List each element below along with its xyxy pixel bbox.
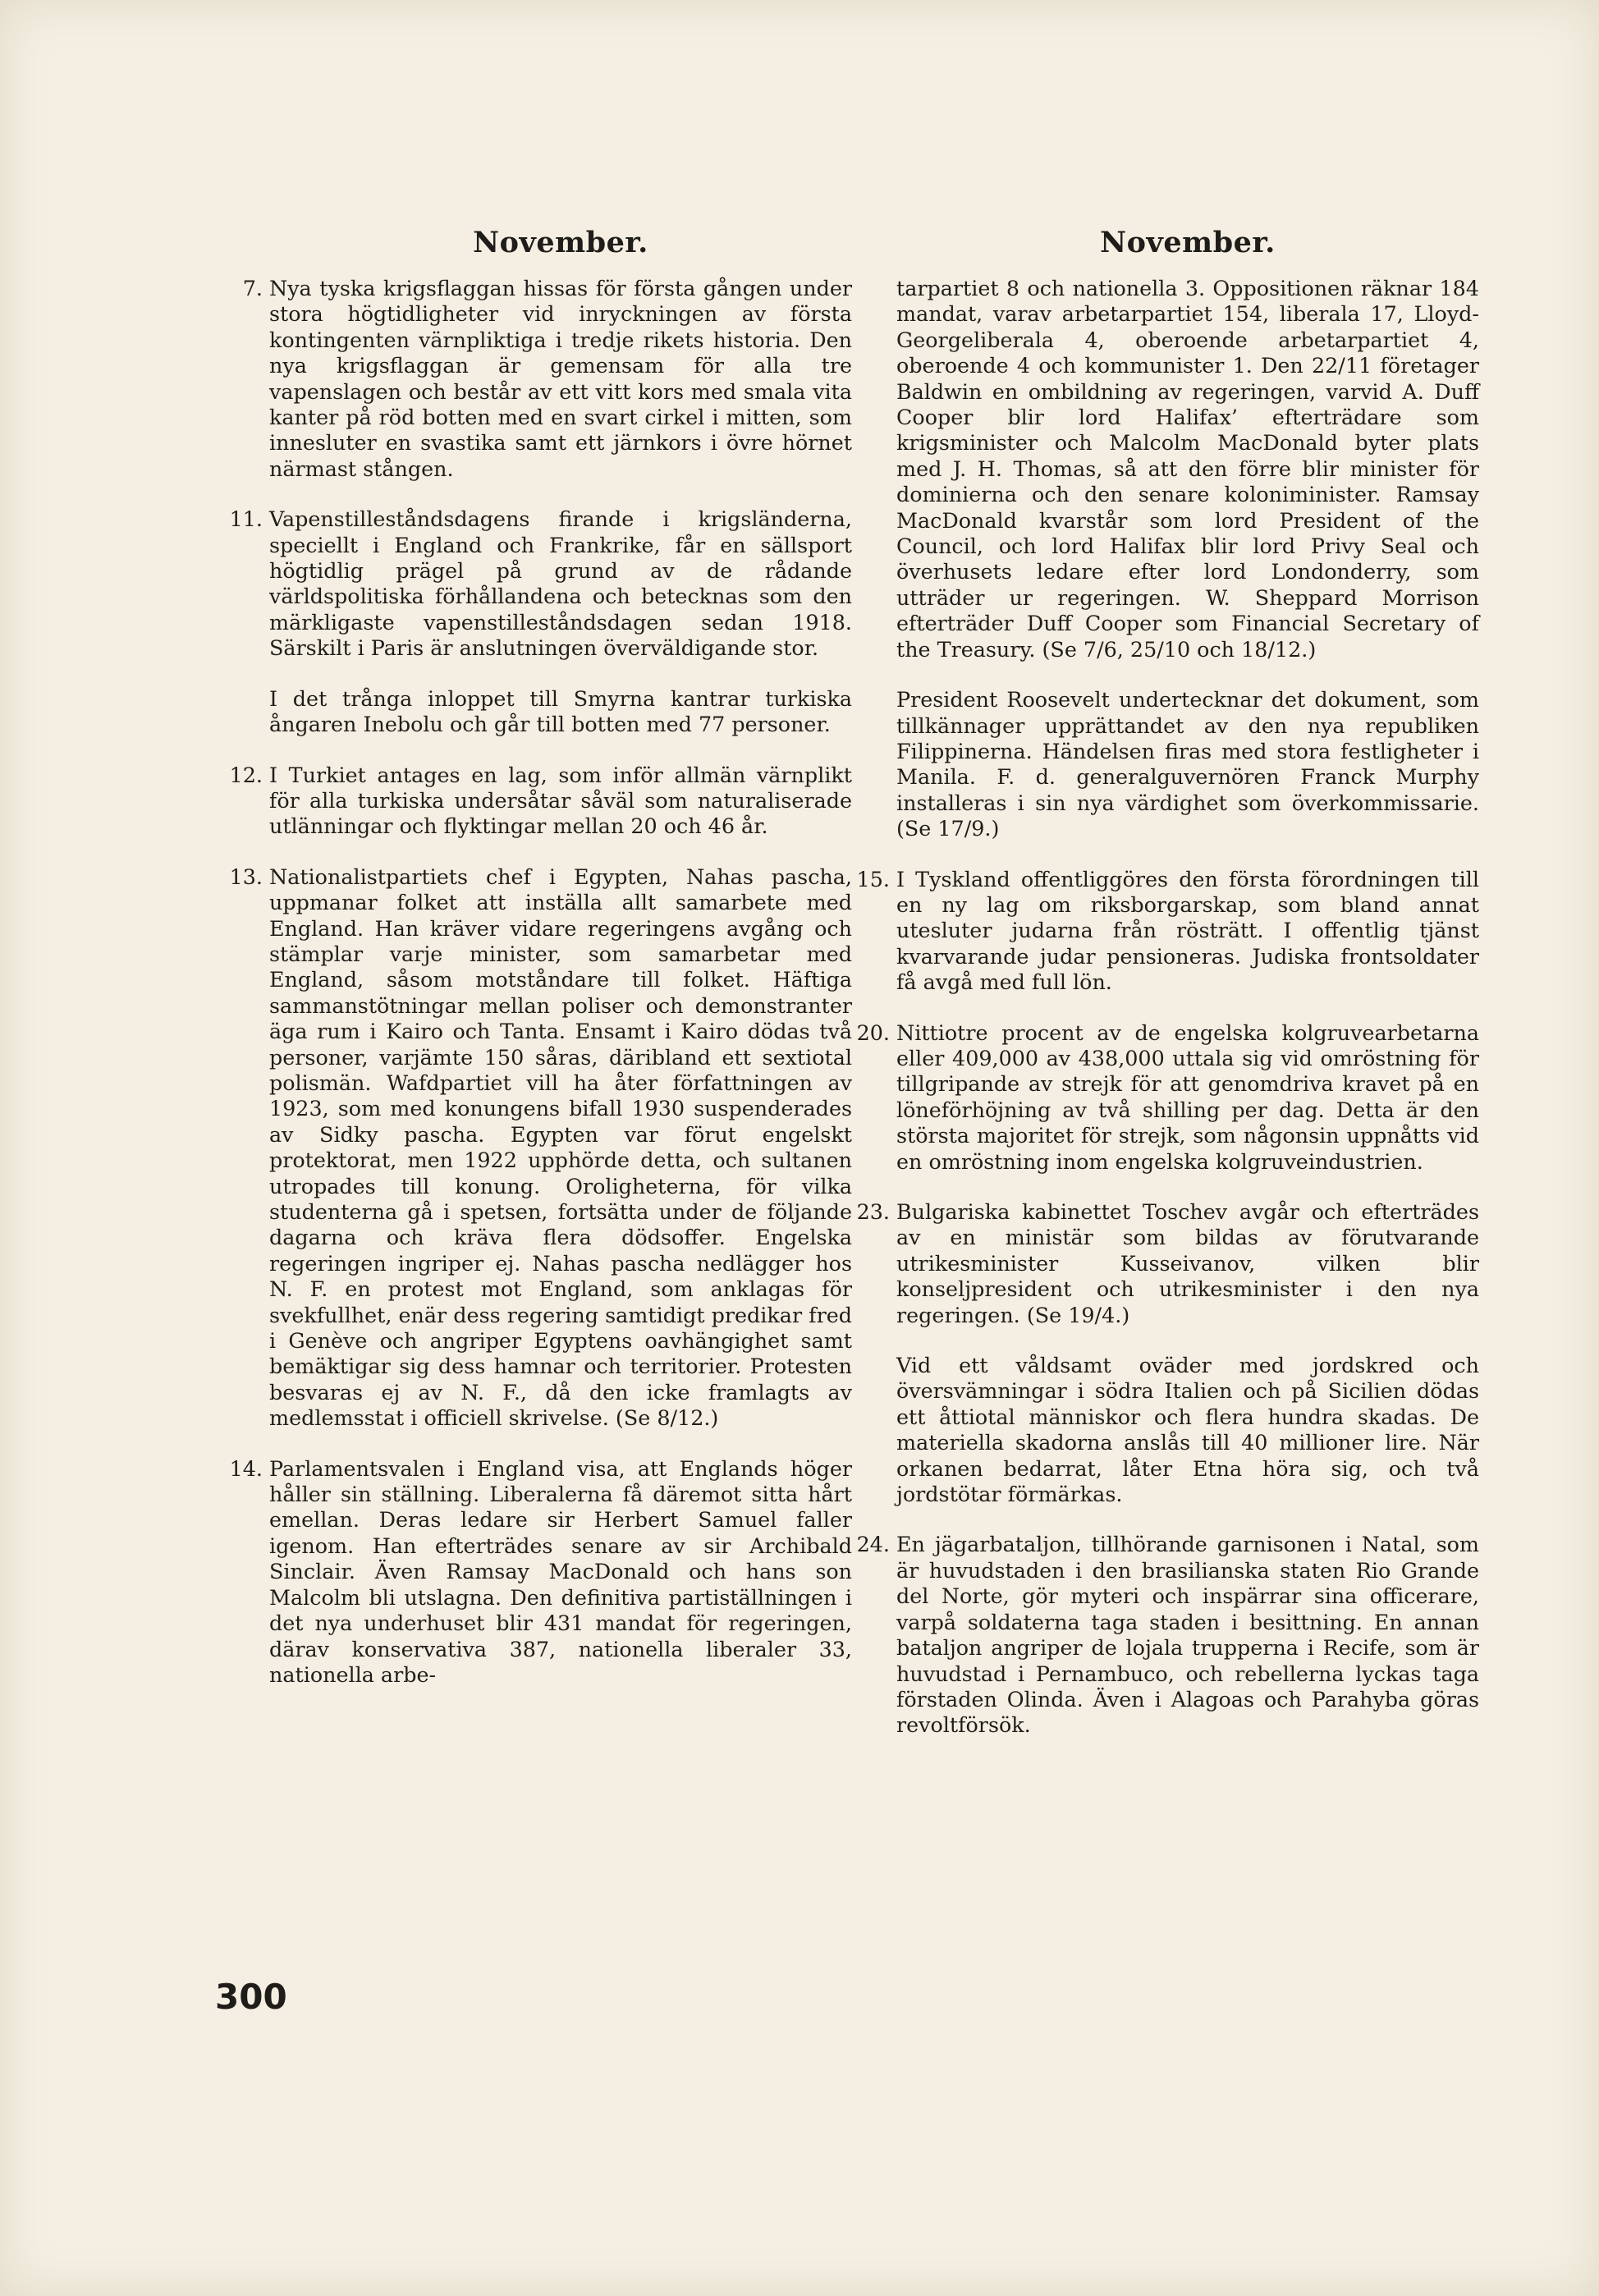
entry-day: 11. bbox=[229, 506, 263, 532]
entry-text: Vapenstilleståndsdagens firande i krigsländerna, speciellt i England och Frankrike, får en sällsport högtidlig prägel på grund av de rådande världspolitiska förhållandena och betecknas som den märkligaste vapenstilleståndsdagen sedan 1918. Särskilt i Paris är anslutningen överväldigande stor. bbox=[269, 506, 852, 661]
entry-nov-14-filippinerna bbox=[896, 687, 1479, 841]
entry-text: I Turkiet antages en lag, som inför allmän värnplikt för alla turkiska undersåtar såväl som naturaliserade utlänningar och flyktingar mellan 20 och 46 år. bbox=[269, 762, 852, 839]
entry-nov-20 bbox=[856, 1020, 1479, 1175]
entry-text: Nya tyska krigsflaggan hissas för första gången under stora högtidligheter vid inryckningen av första kontingenten värnpliktiga i tredje rikets historia. Den nya krigsflaggan är gemensam för alla tre vapenslagen och består av ett vitt kors med smala vita kanter på röd botten med en svart cirkel i mitten, som innesluter en svastika samt ett järnkors i övre hörnet närmast stången. bbox=[269, 276, 852, 481]
entry-day: 20. bbox=[856, 1020, 890, 1045]
entry-nov-11-smyrna bbox=[269, 686, 852, 738]
entry-nov-14-continued bbox=[896, 276, 1479, 662]
entry-text: Vid ett våldsamt oväder med jordskred och översvämningar i södra Italien och på Sicilien dödas ett åttiotal människor och flera hundra skadas. De materiella skadorna anslås till 40 millioner lire. När orkanen bedarrat, låter Etna höra sig, och två jordstötar förmärkas. bbox=[896, 1353, 1479, 1507]
entry-text: Nittiotre procent av de engelska kolgruvearbetarna eller 409,000 av 438,000 uttala sig vid omröstning för tillgripande av strejk för att genomdriva kravet på en löneförhöjning av två shilling per dag. Detta är den största majoritet för strejk, som någonsin uppnåtts vid en omröstning inom engelska kolgruveindustrien. bbox=[896, 1020, 1479, 1174]
page-number: 300 bbox=[215, 1977, 287, 2017]
right-column-heading: November. bbox=[1100, 226, 1276, 259]
right-column bbox=[856, 226, 1479, 1763]
entry-nov-12 bbox=[229, 762, 852, 840]
entry-nov-11 bbox=[229, 506, 852, 661]
left-column bbox=[229, 226, 852, 1712]
entry-day: 15. bbox=[856, 866, 890, 891]
entry-day: 24. bbox=[856, 1532, 890, 1557]
entry-text: I Tyskland offentliggöres den första förordningen till en ny lag om riksborgarskap, som bland annat utesluter judarna från rösträtt. I offentlig tjänst kvarvarande judar pensioneras. Judiska frontsoldater få avgå med full lön. bbox=[896, 866, 1479, 995]
entry-nov-23-italien bbox=[896, 1353, 1479, 1507]
entry-nov-24 bbox=[856, 1532, 1479, 1738]
entry-text: tarpartiet 8 och nationella 3. Oppositionen räknar 184 mandat, varav arbetarpartiet 154, liberala 17, Lloyd-Georgeliberala 4, oberoende arbetarpartiet 4, oberoende 4 och kommunister 1. Den 22/11 företager Baldwin en ombildning av regeringen, varvid A. Duff Cooper blir lord Halifax’ efterträdare som krigsminister och Malcolm MacDonald byter plats med J. H. Thomas, så att den förre blir minister för dominierna och den senare koloniminister. Ramsay MacDonald kvarstår som lord President of the Council, och lord Halifax blir lord Privy Seal och överhusets ledare efter lord Londonderry, som utträder ur regeringen. W. Sheppard Morrison efterträder Duff Cooper som Financial Secretary of the Treasury. (Se 7/6, 25/10 och 18/12.) bbox=[896, 276, 1479, 662]
entry-day: 7. bbox=[242, 276, 263, 300]
entry-text: I det trånga inloppet till Smyrna kantrar turkiska ångaren Inebolu och går till botten med 77 personer. bbox=[269, 685, 852, 737]
entry-text: Bulgariska kabinettet Toschev avgår och efterträdes av en ministär som bildas av förutvarande utrikesminister Kusseivanov, vilken blir konseljpresident och utrikesminister i den nya regeringen. (Se 19/4.) bbox=[896, 1199, 1479, 1327]
entry-day: 14. bbox=[229, 1455, 263, 1481]
entry-nov-23 bbox=[856, 1199, 1479, 1328]
entry-nov-15 bbox=[856, 866, 1479, 996]
left-column-heading: November. bbox=[473, 226, 648, 259]
entry-text: Nationalistpartiets chef i Egypten, Nahas pascha, uppmanar folket att inställa allt samarbete med England. Han kräver vidare regeringens avgång och stämplar varje minister, som samarbetar med England, såsom motståndare till folket. Häftiga sammanstötningar mellan poliser och demonstranter äga rum i Kairo och Tanta. Ensamt i Kairo dödas två personer, varjämte 150 såras, däribland ett sextiotal polismän. Wafdpartiet vill ha åter författningen av 1923, som med konungens bifall 1930 suspenderades av Sidky pascha. Egypten var förut engelskt protektorat, men 1922 upphörde detta, och sultanen utropades till konung. Oroligheterna, för vilka studenterna gå i spetsen, fortsätta under de följande dagarna och kräva flera dödsoffer. Engelska regeringen ingriper ej. Nahas pascha nedlägger hos N. F. en protest mot England, som anklagas för svekfullhet, enär dess regering samtidigt predikar fred i Genève och angriper Egyptens oavhängighet samt bemäktigar sig dess hamnar och territorier. Protesten besvaras ej av N. F., då den icke framlagts av medlemsstat i officiell skrivelse. (Se 8/12.) bbox=[269, 864, 852, 1431]
entry-day: 12. bbox=[229, 762, 263, 787]
entry-text: President Roosevelt undertecknar det dokument, som tillkännager upprättandet av den nya republiken Filippinerna. Händelsen firas med stora festligheter i Manila. F. d. generalguvernören Franck Murphy installeras i sin nya värdighet som överkommissarie. (Se 17/9.) bbox=[896, 687, 1479, 841]
entry-day: 13. bbox=[229, 864, 263, 889]
entry-text: Parlamentsvalen i England visa, att Englands höger håller sin ställning. Liberalerna få däremot sitta hårt emellan. Deras ledare sir Herbert Samuel faller igenom. Han efterträdes senare av sir Archibald Sinclair. Även Ramsay MacDonald och hans son Malcolm bli utslagna. Den definitiva partiställningen i det nya underhuset blir 431 mandat för regeringen, därav konservativa 387, nationella liberaler 33, nationella arbe- bbox=[269, 1455, 852, 1687]
entry-nov-13 bbox=[229, 864, 852, 1432]
entry-day: 23. bbox=[856, 1199, 890, 1224]
entry-text: En jägarbataljon, tillhörande garnisonen i Natal, som är huvudstaden i den brasilianska staten Rio Grande del Norte, gör myteri och inspärrar sina officerare, varpå soldaterna taga staden i besittning. En annan bataljon angriper de lojala trupperna i Recife, som är huvudstad i Pernambuco, och rebellerna lyckas taga förstaden Olinda. Även i Alagoas och Parahyba göras revoltförsök. bbox=[896, 1532, 1479, 1738]
entry-nov-14 bbox=[229, 1455, 852, 1689]
entry-nov-7 bbox=[242, 276, 852, 482]
